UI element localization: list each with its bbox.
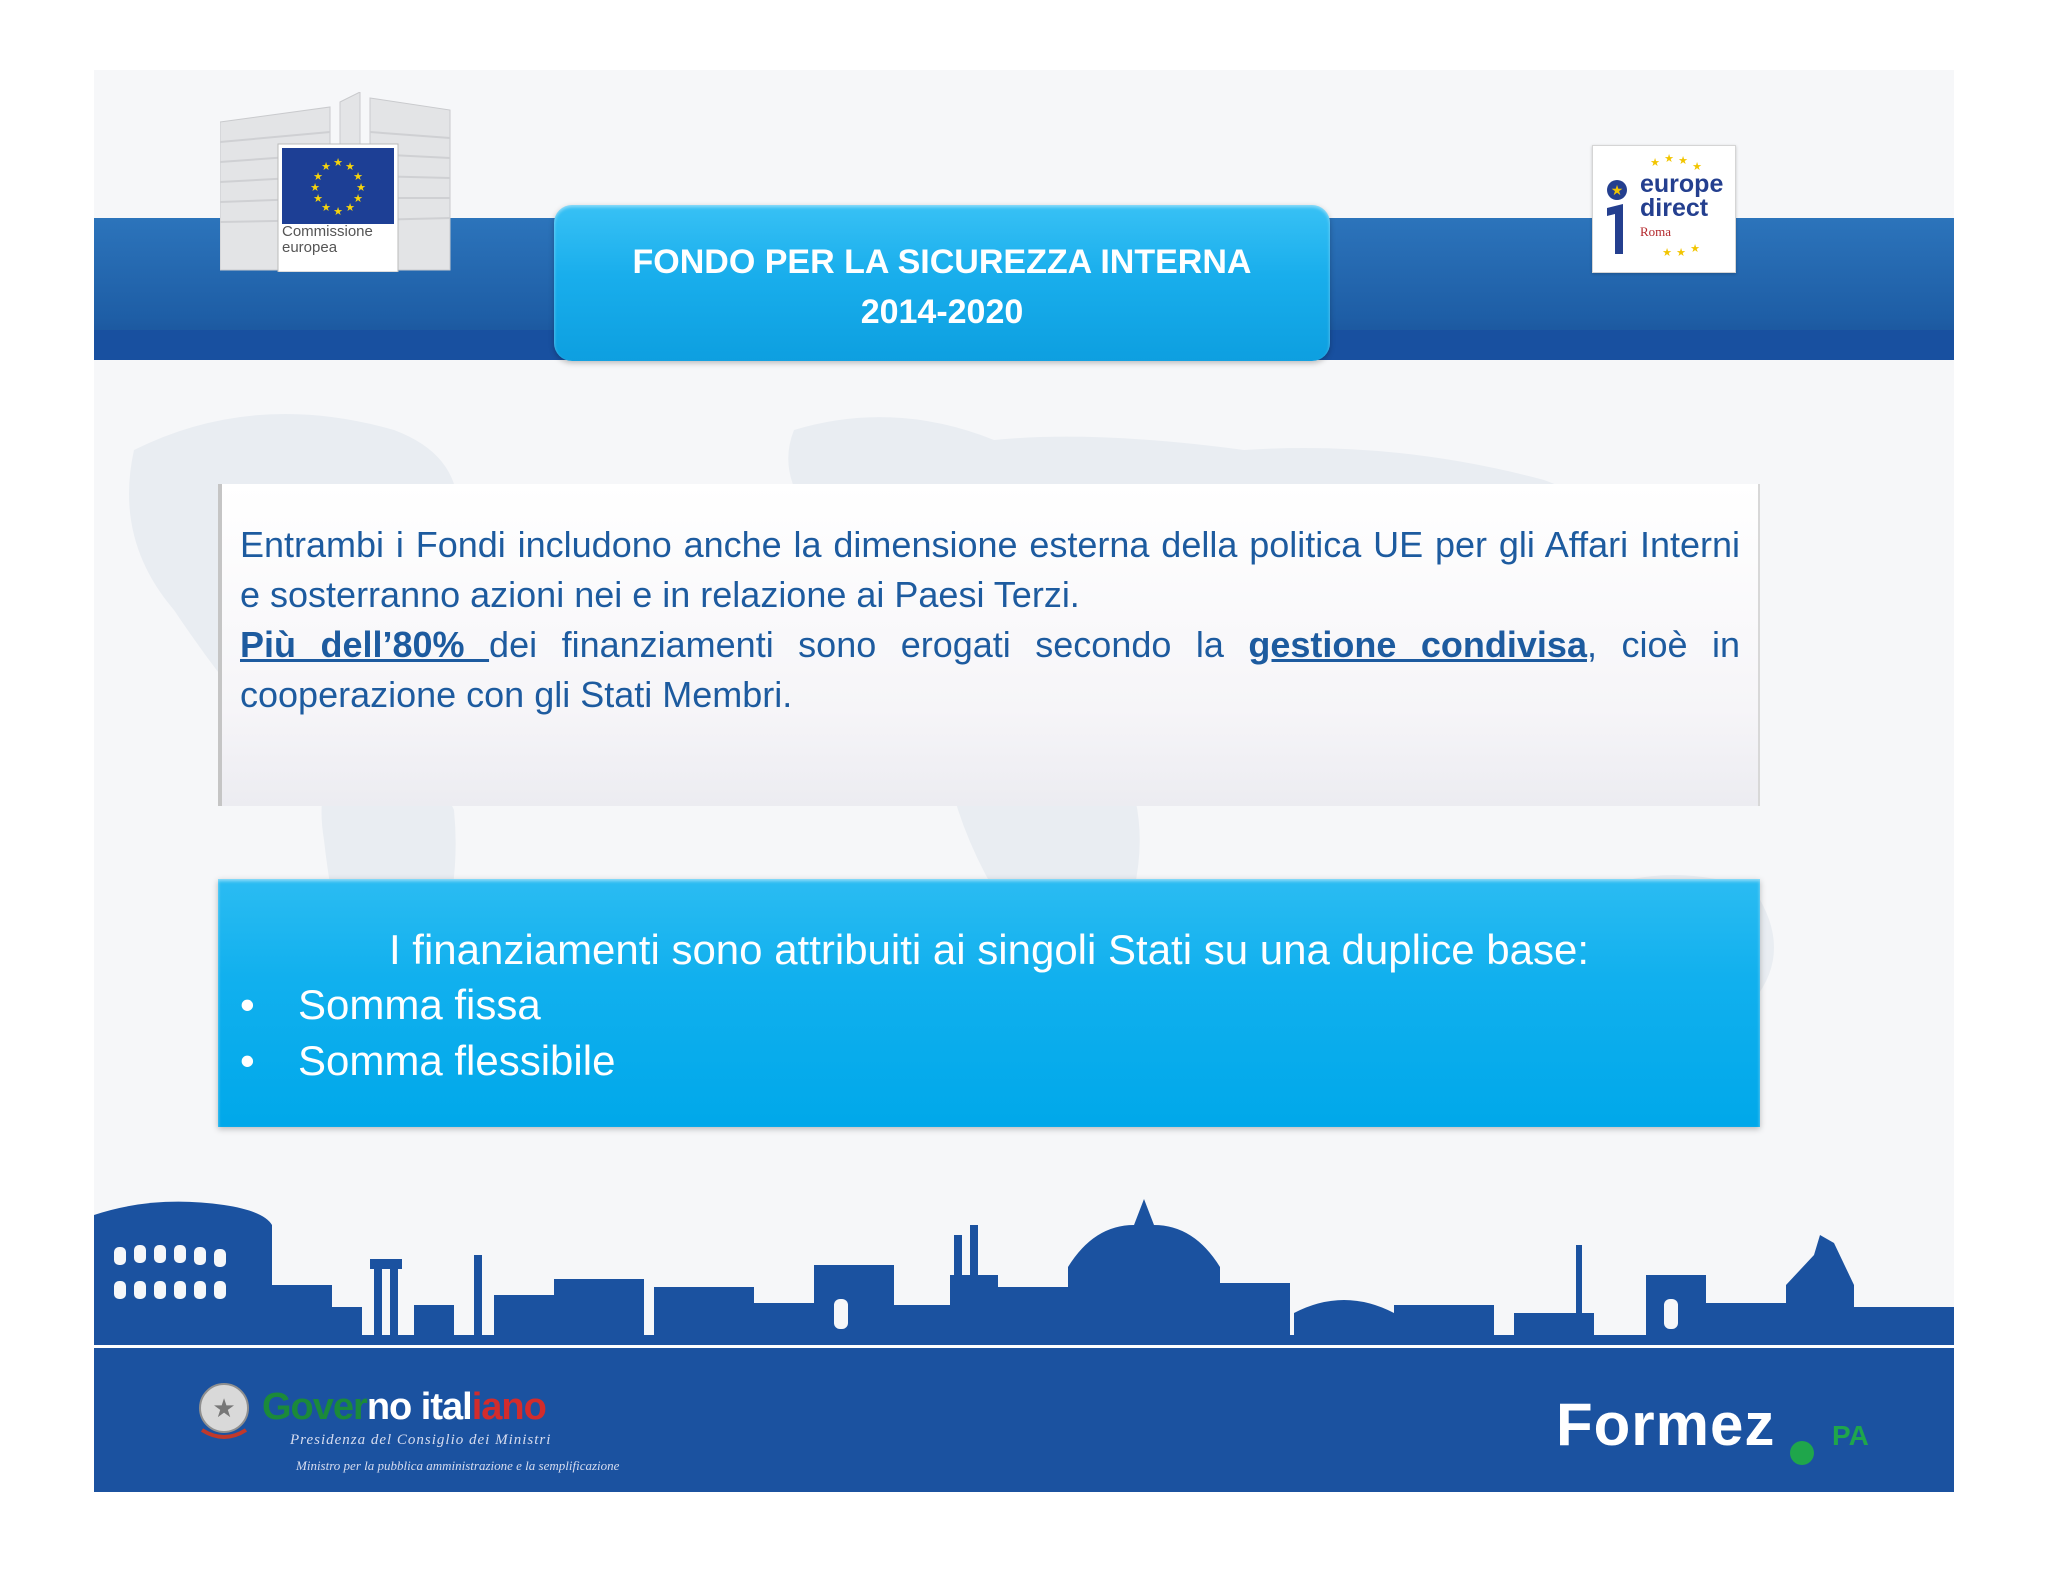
svg-text:★: ★ <box>321 201 331 214</box>
governo-subtitle-2: Ministro per la pubblica amministrazione e la semplificazione <box>296 1458 620 1473</box>
svg-text:★: ★ <box>353 192 363 205</box>
europe-direct-text-2: direct <box>1640 194 1709 222</box>
svg-text:★: ★ <box>356 181 366 194</box>
svg-text:★: ★ <box>1678 154 1688 167</box>
svg-text:★: ★ <box>1662 246 1672 259</box>
formez-logo-text: Formez <box>1556 1391 1776 1458</box>
svg-text:★: ★ <box>353 170 363 183</box>
rome-skyline-illustration <box>94 1195 1954 1345</box>
info-paragraph <box>240 520 1740 720</box>
governo-italiano-logo <box>196 1380 656 1480</box>
governo-subtitle-1: Presidenza del Consiglio dei Ministri <box>290 1432 552 1448</box>
highlight-shared-management: gestione condivisa <box>1248 624 1587 665</box>
highlight-percentage: Più dell’80% <box>240 624 490 665</box>
title-line-1: FONDO PER LA SICUREZZA INTERNA <box>632 243 1252 281</box>
ec-logo-text: Commissione europea <box>282 223 373 256</box>
financing-box <box>218 879 1760 1127</box>
governo-italiano-title: Governo italiano <box>262 1386 546 1428</box>
list-item: • Somma fissa <box>240 981 541 1028</box>
svg-text:★: ★ <box>345 201 355 214</box>
svg-text:★: ★ <box>333 156 343 169</box>
italian-emblem-icon <box>196 1380 252 1446</box>
info-text-box <box>218 484 1760 806</box>
formez-pa-text: PA <box>1832 1420 1869 1451</box>
svg-text:★: ★ <box>212 1394 236 1424</box>
financing-headline: I finanziamenti sono attribuiti ai singoli Stati su una duplice base: <box>388 926 1590 973</box>
svg-text:★: ★ <box>1690 242 1700 255</box>
slide-title <box>554 205 1330 361</box>
europe-direct-logo <box>1592 145 1736 273</box>
svg-text:★: ★ <box>1664 152 1674 165</box>
europe-direct-roma: Roma <box>1640 224 1672 239</box>
financing-list <box>240 977 615 1089</box>
paragraph-2: Più dell’80% dei finanziamenti sono erogati secondo la gestione condivisa, cioè in cooperazione con gli Stati Membri. <box>240 624 1741 715</box>
formez-dot-icon <box>1790 1441 1814 1465</box>
svg-text:★: ★ <box>1676 246 1686 259</box>
svg-text:★: ★ <box>1610 183 1624 199</box>
list-item: • Somma flessibile <box>240 1037 616 1084</box>
svg-text:★: ★ <box>345 160 355 173</box>
svg-text:★: ★ <box>313 192 323 205</box>
svg-text:★: ★ <box>310 181 320 194</box>
europe-direct-text-1: europe <box>1640 170 1724 198</box>
svg-text:★: ★ <box>321 160 331 173</box>
svg-text:★: ★ <box>1650 156 1660 169</box>
paragraph-1: Entrambi i Fondi includono anche la dimensione esterna della politica UE per gli Affari Interni e sosterranno azioni nei e in relazione ai Paesi Terzi. <box>240 524 1740 615</box>
title-line-2: 2014-2020 <box>860 293 1024 331</box>
svg-text:★: ★ <box>313 170 323 183</box>
svg-text:★: ★ <box>333 205 343 218</box>
svg-text:★: ★ <box>1692 160 1702 173</box>
